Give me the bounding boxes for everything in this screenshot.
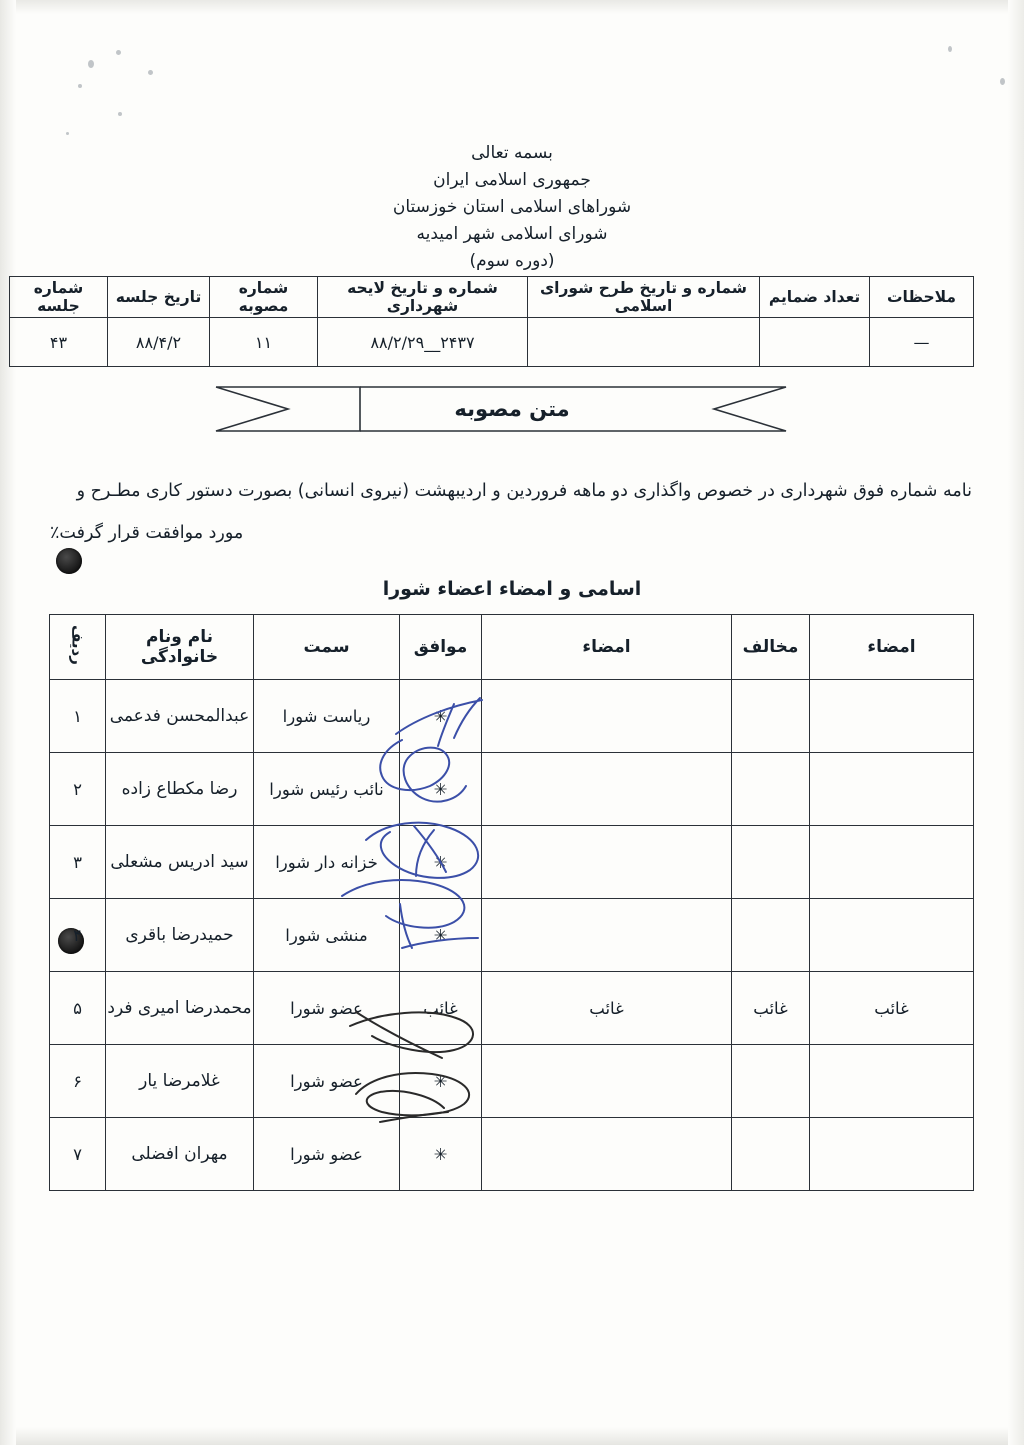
scan-speck <box>78 84 82 88</box>
row-7-name: مهران افضلی <box>106 1118 254 1191</box>
table-row <box>50 680 974 753</box>
scan-speck <box>66 132 69 135</box>
row-4-oppose <box>732 899 810 972</box>
row-2-name: رضا مکطاع زاده <box>106 753 254 826</box>
row-3-agree-signature <box>482 826 732 899</box>
row-3-number: ۳ <box>50 826 106 899</box>
row-4-number: ۴ <box>50 899 106 972</box>
row-4-name: حمیدرضا باقری <box>106 899 254 972</box>
row-5-oppose-signature: غائب <box>810 972 974 1045</box>
header-line-4: شورای اسلامی شهر امیدیه <box>416 224 608 244</box>
row-1-name: عبدالمحسن فدعمی <box>106 680 254 753</box>
row-7-position: عضو شورا <box>254 1118 400 1191</box>
info-value-attachments-count <box>760 318 870 367</box>
row-1-agree: ✳ <box>400 680 482 753</box>
row-1-agree-signature <box>482 680 732 753</box>
row-5-agree: غائب <box>400 972 482 1045</box>
row-5-position: عضو شورا <box>254 972 400 1045</box>
info-table-value-row <box>10 318 974 367</box>
info-header-notes: ملاحظات <box>870 277 974 318</box>
info-header-council-plan-no-date: شماره و تاریخ طرح شورای اسلامی <box>528 277 760 318</box>
row-4-agree: ✳ <box>400 899 482 972</box>
scan-speck <box>88 60 94 68</box>
scan-speck <box>116 50 121 55</box>
scan-speck <box>948 46 952 52</box>
header-line-3: شوراهای اسلامی استان خوزستان <box>392 197 632 217</box>
scan-speck <box>148 70 153 75</box>
row-5-name: محمدرضا امیری فرد <box>106 972 254 1045</box>
scan-edge-bottom <box>0 1427 1024 1445</box>
members-header-signature-agree: امضاء <box>482 615 732 680</box>
row-6-position: عضو شورا <box>254 1045 400 1118</box>
info-header-resolution-no: شماره مصوبه <box>210 277 318 318</box>
row-3-name: سید ادریس مشعلی <box>106 826 254 899</box>
info-header-attachments-count: تعداد ضمایم <box>760 277 870 318</box>
members-signatures-table <box>49 614 974 1191</box>
row-6-oppose <box>732 1045 810 1118</box>
members-header-row <box>50 615 974 680</box>
row-4-oppose-signature <box>810 899 974 972</box>
row-2-position: نائب رئیس شورا <box>254 753 400 826</box>
row-4-position: منشی شورا <box>254 899 400 972</box>
info-value-session-no: ۴۳ <box>10 318 108 367</box>
document-header <box>0 140 1024 275</box>
members-header-agree: موافق <box>400 615 482 680</box>
header-line-1: بسمه تعالی <box>471 143 553 163</box>
header-line-2: جمهوری اسلامی ایران <box>433 170 591 190</box>
row-3-oppose <box>732 826 810 899</box>
info-value-council-plan-no-date <box>528 318 760 367</box>
members-header-row-number-label: ردیف <box>68 624 87 665</box>
row-2-agree-signature <box>482 753 732 826</box>
row-2-oppose <box>732 753 810 826</box>
row-5-oppose: غائب <box>732 972 810 1045</box>
row-4-agree-signature <box>482 899 732 972</box>
scan-edge-top <box>0 0 1024 14</box>
info-header-municipality-bill-no-date: شماره و تاریخ لایحه شهرداری <box>318 277 528 318</box>
scan-speck <box>118 112 122 116</box>
info-value-session-date: ۸۸/۴/۲ <box>108 318 210 367</box>
info-header-session-date: تاریخ جلسه <box>108 277 210 318</box>
row-5-number: ۵ <box>50 972 106 1045</box>
banner-label: متن مصوبه <box>454 397 570 421</box>
row-7-oppose <box>732 1118 810 1191</box>
resolution-text-banner <box>50 381 974 437</box>
table-row <box>50 899 974 972</box>
row-1-oppose <box>732 680 810 753</box>
members-header-position: سمت <box>254 615 400 680</box>
info-header-session-no: شماره جلسه <box>10 277 108 318</box>
resolution-body-line-2: مورد موافقت قرار گرفت٪ <box>50 523 244 543</box>
row-2-number: ۲ <box>50 753 106 826</box>
table-row <box>50 753 974 826</box>
row-3-oppose-signature <box>810 826 974 899</box>
info-value-notes: — <box>870 318 974 367</box>
row-7-number: ۷ <box>50 1118 106 1191</box>
row-7-oppose-signature <box>810 1118 974 1191</box>
table-row <box>50 1118 974 1191</box>
resolution-body <box>50 470 972 554</box>
members-header-oppose: مخالف <box>732 615 810 680</box>
row-7-agree-signature <box>482 1118 732 1191</box>
resolution-body-line-1: نامه شماره فوق شهرداری در خصوص واگذاری دو ماهه فروردین و اردیبهشت (نیروی انسانی) بصورت دستور کاری مطـرح و <box>76 481 972 501</box>
session-info-table <box>9 276 974 367</box>
row-3-agree: ✳ <box>400 826 482 899</box>
row-6-oppose-signature <box>810 1045 974 1118</box>
table-row <box>50 826 974 899</box>
info-table-header-row <box>10 277 974 318</box>
members-header-row-number <box>50 615 106 680</box>
row-3-position: خزانه دار شورا <box>254 826 400 899</box>
row-6-agree: ✳ <box>400 1045 482 1118</box>
row-2-oppose-signature <box>810 753 974 826</box>
row-6-number: ۶ <box>50 1045 106 1118</box>
signatures-section-title: اسامی و امضاء اعضاء شورا <box>382 578 642 600</box>
row-6-name: غلامرضا یار <box>106 1045 254 1118</box>
row-2-agree: ✳ <box>400 753 482 826</box>
row-7-agree: ✳ <box>400 1118 482 1191</box>
table-row <box>50 972 974 1045</box>
row-6-agree-signature <box>482 1045 732 1118</box>
row-1-position: ریاست شورا <box>254 680 400 753</box>
members-header-name: نام ونام خانوادگی <box>106 615 254 680</box>
hole-punch-mark-top <box>56 548 82 574</box>
table-row <box>50 1045 974 1118</box>
row-1-number: ۱ <box>50 680 106 753</box>
info-value-resolution-no: ۱۱ <box>210 318 318 367</box>
members-header-signature-oppose: امضاء <box>810 615 974 680</box>
info-value-municipality-bill-no-date: ۲۴۳۷__۸۸/۲/۲۹ <box>318 318 528 367</box>
row-5-agree-signature: غائب <box>482 972 732 1045</box>
row-1-oppose-signature <box>810 680 974 753</box>
header-line-5: (دوره سوم) <box>469 251 555 271</box>
scan-speck <box>1000 78 1005 85</box>
